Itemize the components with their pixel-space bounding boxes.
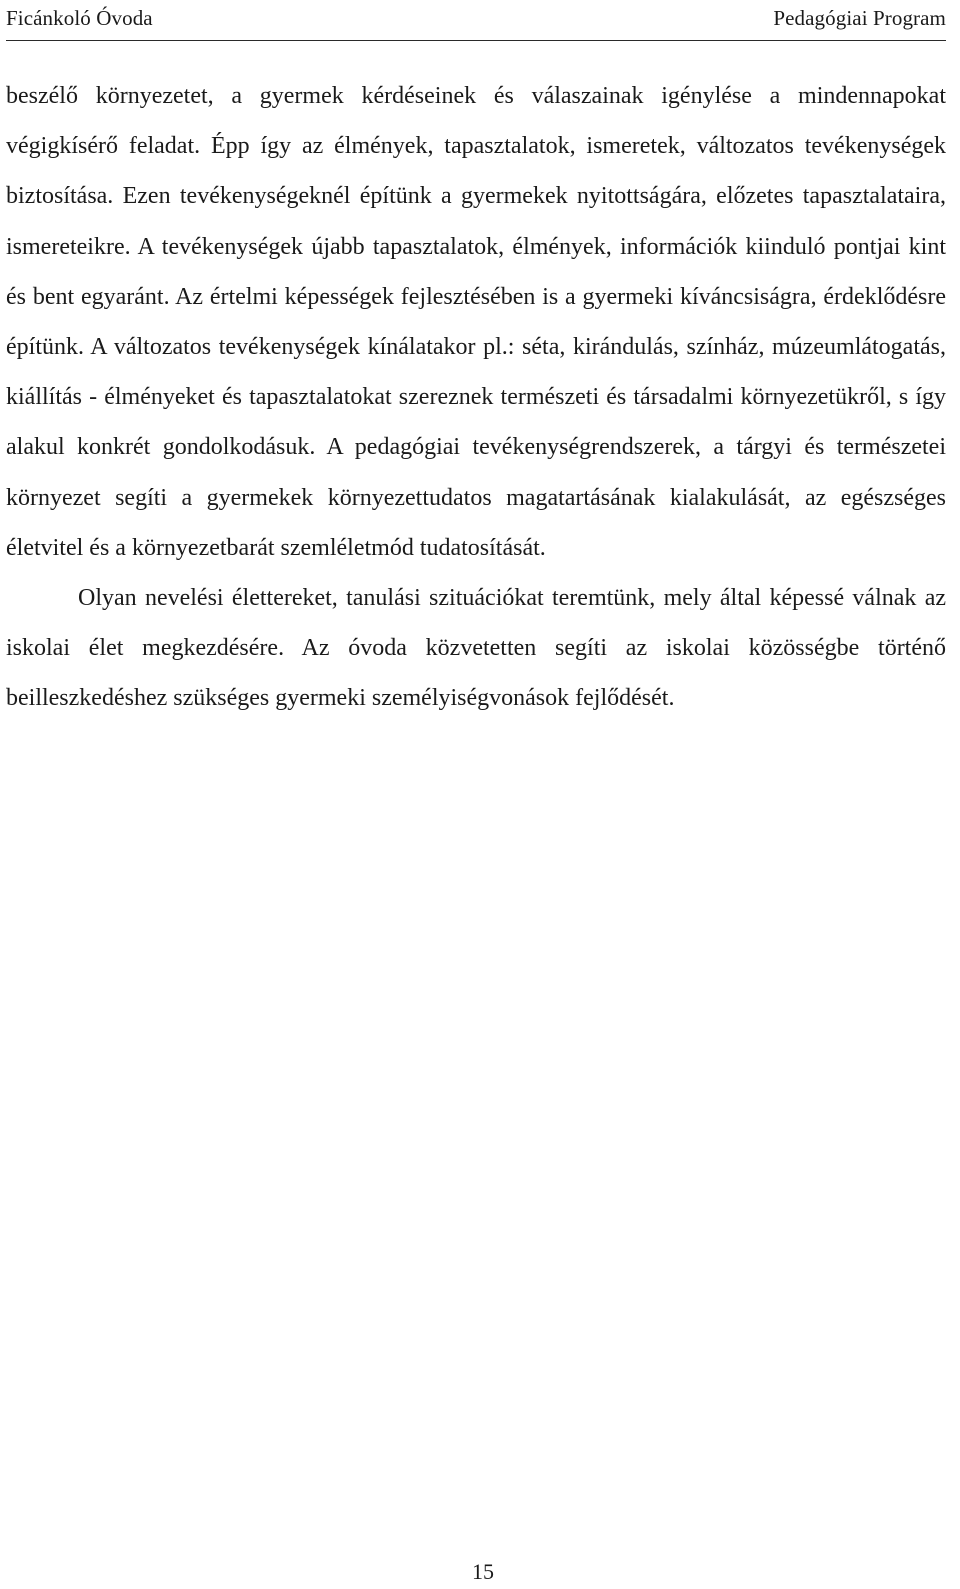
running-header	[6, 4, 946, 32]
header-institution-name: Ficánkoló Óvoda	[6, 5, 153, 30]
page-number: 15	[472, 1559, 494, 1584]
paragraph-continuation: beszélő környezetet, a gyermek kérdéseinek és válaszainak igénylése a mindennapokat végigkísérő feladat. Épp így az élmények, tapasztalatok, ismeretek, változatos tevékenységek biztosítása. Ezen tevékenységeknél építünk a gyermekek nyitottságára, előzetes tapasztalataira, ismereteikre. A tevékenységek újabb tapasztalatok, élmények, információk kiinduló pontjai kint és bent egyaránt. Az értelmi képességek fejlesztésében is a gyermeki kíváncsiságra, érdeklődésre építünk. A változatos tevékenységek kínálatakor pl.: séta, kirándulás, színház, múzeumlátogatás, kiállítás - élményeket és tapasztalatokat szereznek természeti és társadalmi környezetükről, s így alakul konkrét gondolkodásuk. A pedagógiai tevékenységrendszerek, a tárgyi és természetei környezet segíti a gyermekek környezettudatos magatartásának kialakulását, az egészséges életvitel és a környezetbarát szemléletmód tudatosítását.	[6, 83, 946, 561]
document-body	[6, 71, 946, 724]
header-divider	[6, 40, 946, 41]
paragraph-school-readiness: Olyan nevelési élettereket, tanulási szituációkat teremtünk, mely által képessé válnak az iskolai élet megkezdésére. Az óvoda közvetetten segíti az iskolai közösségbe történő beilleszkedéshez szükséges gyermeki személyiségvonások fejlődését.	[6, 585, 946, 712]
header-document-title: Pedagógiai Program	[773, 5, 946, 30]
